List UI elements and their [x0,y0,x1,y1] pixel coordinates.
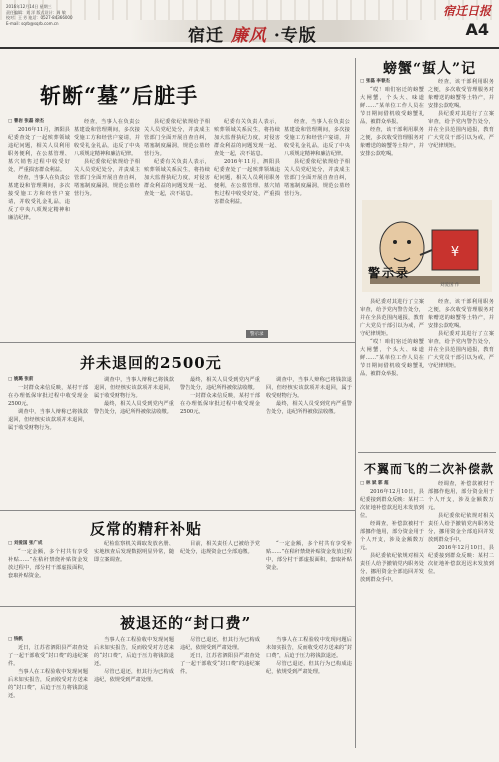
article-5-col-1 [8,636,88,756]
headline-article-5: 被退还的“封口费” [120,614,252,632]
meta-line: 校对：王 芳 电话：0527-84366000 [6,15,73,20]
article-5-paragraph: 当事人在工程验收中发现问题后未如实报告，反而收受对方送来的“封口费”，后迫于压力将钱款退还。 [266,637,352,659]
article-2-paragraph: 县纪委对其进行了立案审查，给予党内警告处分，并在全县范围内通报，教育广大党员干部引以为戒，严守纪律规矩。 [360,299,424,337]
article-3-paragraph: 最终，相关人员受到党内严重警告处分，违纪所得被依法收缴。 [266,401,352,415]
section-title-suffix: ·专版 [273,26,317,46]
article-5-paragraph: 当事人在工程验收中发现问题后未如实报告，反而收受对方送来的“封口费”，后迫于压力将钱款退还。 [8,669,88,699]
newspaper-logo: 宿迁日报 [442,4,491,18]
section-divider [0,510,355,511]
article-2-paragraph: “哎！咱们宿迁的螃蟹大闸蟹，个头大、味道鲜……”某单位工作人员在节日期间借机收受螃蟹礼品，被群众举报。 [360,87,424,125]
svg-text:¥: ¥ [450,245,460,260]
article-6-byline: □ 林 斌 郭 超 [360,481,389,486]
header-meta [6,4,126,26]
cartoon-caption: 警示录 [368,266,411,280]
article-1-byline: □ 曹岩 张磊 徐杰 [8,119,44,124]
article-4-paragraph: 目前，相关责任人已被给予党纪处分，违规资金已全部追缴。 [180,541,260,555]
article-4-col-1 [8,540,88,602]
meta-line: 2016年12月14日 星期三 [6,4,52,9]
section-title-city: 宿迁 [188,26,224,46]
article-4-col-3 [180,540,260,602]
article-1-col-4 [214,118,280,338]
article-1-col-2 [74,118,140,338]
article-1-col-5 [284,118,350,338]
section-divider [0,342,355,343]
article-4-col-4 [266,540,352,602]
article-5-paragraph: 近日，江苏省泗阳县严肃查处了一起干部收受“封口费”的违纪案件。 [8,645,88,667]
headline-article-4: 反常的精秆补贴 [90,520,203,538]
article-3-paragraph: 最终，相关人员受到党内严重警告处分，违纪所得被依法收缴。 [180,377,260,391]
article-2-byline: □ 张磊 李春杰 [360,79,390,84]
cartoon-credit: 刘爱国 作 [440,283,460,288]
article-2-paragraph: “哎！咱们宿迁的螃蟹大闸蟹，个头大、味道鲜……”某单位工作人员在节日期间借机收受螃蟹礼品，被群众举报。 [360,339,424,377]
section-title [188,21,317,46]
article-2-col-3 [360,298,424,448]
article-3-col-2 [94,376,174,506]
article-6-paragraph: 经调查，补偿款被村干部挪作他用，部分资金用于个人开支，涉及金额数万元。 [360,521,424,551]
headline-article-2: 螃蟹“蜇人”记 [383,61,477,77]
article-3-col-1 [8,376,88,506]
headline-article-3: 并未退回的2500元 [80,354,222,372]
headline-article-1: 斩断“墓”后脏手 [40,83,199,108]
article-2-paragraph: 经查，该干部利用职务之便，多次收受管理服务对象赠送的螃蟹等土特产，并安排公款吃喝。 [360,127,424,157]
article-2-col-4 [428,298,494,448]
article-5-paragraph: 当事人在工程验收中发现问题后未如实报告，反而收受对方送来的“封口费”，后迫于压力将钱款退还。 [94,637,174,667]
article-1-paragraph: 县纪委依纪依规给予相关人员党纪处分，并责成主管部门全面开展自查自纠，堵塞制度漏洞，规范公墓经营行为。 [144,119,210,157]
section-divider [0,606,355,607]
article-1-paragraph: 经查，当事人在负责公墓建设和管理期间，多次接受施工方和经营户宴请，并收受礼金礼品，违反了中央八项规定精神和廉洁纪律。 [74,119,140,157]
column-divider [355,58,356,748]
meta-line: E-mail: sqrb@sqrb.com.cn [6,20,59,26]
article-6-paragraph: 2016年12月10日，县纪委接到群众反映：某村二次征地补偿款迟迟未发放到位。 [360,489,424,519]
article-3-paragraph: 一封群众来信反映，某村干部在办理低保审批过程中收受现金2500元。 [8,385,88,407]
article-2-paragraph: 经查，该干部利用职务之便，多次收受管理服务对象赠送的螃蟹等土特产，并安排公款吃喝。 [428,79,494,109]
article-4-paragraph: “一定金额，多个村共有享受补贴……”在秸秆禁烧补贴资金发放过程中，部分村干部虚报面积，套取补贴资金。 [8,549,88,579]
article-6-paragraph: 县纪委依纪依规对相关责任人给予撤销党内职务处分，挪用资金全部追回并发放到群众手中。 [428,513,494,543]
article-1-paragraph: 2016年11月，泗阳县纪委查处了一起殡葬领域违纪问题，相关人员利用职务便利，在公墓管理、墓穴销售过程中收受好处，严重损害群众利益。 [214,159,280,205]
article-3-col-3 [180,376,260,506]
article-5-paragraph: 近日，江苏省泗阳县严肃查处了一起干部收受“封口费”的违纪案件。 [180,653,260,675]
article-4-byline: □ 刘爱国 张广成 [8,541,43,546]
article-5-col-2 [94,636,174,756]
section-divider [358,452,496,453]
article-5-paragraph: 尽管已退还，但其行为已构成违纪，依规受到严肃处理。 [180,637,260,651]
article-6-paragraph: 经调查，补偿款被村干部挪作他用，部分资金用于个人开支，涉及金额数万元。 [428,481,494,511]
article-1-paragraph: 县纪委依纪依规给予相关人员党纪处分，并责成主管部门全面开展自查自纠，堵塞制度漏洞，规范公墓经营行为。 [284,159,350,197]
article-2-paragraph: 经查，该干部利用职务之便，多次收受管理服务对象赠送的螃蟹等土特产，并安排公款吃喝。 [428,299,494,329]
article-1-paragraph: 2016年11月，泗阳县纪委查处了一起殡葬领域违纪问题，相关人员利用职务便利，在公墓管理、墓穴销售过程中收受好处，严重损害群众利益。 [8,127,70,173]
article-5-byline: □ 钱帆 [8,637,23,642]
article-3-paragraph: 调查中，当事人辩称已将钱款退回，但经核实该款项并未退回，属于收受财物行为。 [8,409,88,431]
article-5-paragraph: 尽管已退还，但其行为已构成违纪，依规受到严肃处理。 [266,661,352,675]
section-title-main: 廉风 [230,26,267,46]
article-1-paragraph: 纪委有关负责人表示，殡葬领域关系民生，将持续加大监督执纪力度，对侵害群众利益的问题发现一起、查处一起，决不姑息。 [144,159,210,197]
article-6-col-1 [360,480,424,756]
section-tag: 警示录 [246,330,268,338]
article-1-paragraph: 经查，当事人在负责公墓建设和管理期间，多次接受施工方和经营户宴请，并收受礼金礼品，违反了中央八项规定精神和廉洁纪律。 [8,175,70,221]
meta-line: 责任编辑：刘 洋 版式设计：周 敏 [6,9,66,15]
article-3-paragraph: 一封群众来信反映，某村干部在办理低保审批过程中收受现金2500元。 [180,393,260,415]
headline-article-6: 不翼而飞的二次补偿款 [364,462,495,476]
article-3-paragraph: 调查中，当事人辩称已将钱款退回，但经核实该款项并未退回，属于收受财物行为。 [266,377,352,399]
article-4-col-2 [94,540,174,602]
article-5-col-4 [266,636,352,756]
article-6-paragraph: 县纪委依纪依规对相关责任人给予撤销党内职务处分，挪用资金全部追回并发放到群众手中。 [360,553,424,583]
article-3-byline: □ 姚璐 张前 [8,377,34,382]
article-1-col-3 [144,118,210,338]
article-2-col-2 [428,78,494,198]
page-number: A4 [465,20,489,39]
article-3-paragraph: 调查中，当事人辩称已将钱款退回，但经核实该款项并未退回，属于收受财物行为。 [94,377,174,399]
article-4-paragraph: “一定金额，多个村共有享受补贴……”在秸秆禁烧补贴资金发放过程中，部分村干部虚报面积，套取补贴资金。 [266,541,352,571]
article-1-paragraph: 纪委有关负责人表示，殡葬领域关系民生，将持续加大监督执纪力度，对侵害群众利益的问题发现一起、查处一起，决不姑息。 [214,119,280,157]
article-2-col-1 [360,78,424,198]
article-1-paragraph: 经查，当事人在负责公墓建设和管理期间，多次接受施工方和经营户宴请，并收受礼金礼品，违反了中央八项规定精神和廉洁纪律。 [284,119,350,157]
article-6-paragraph: 2016年12月10日，县纪委接到群众反映：某村二次征地补偿款迟迟未发放到位。 [428,545,494,575]
header-rule [0,47,499,49]
article-5-paragraph: 尽管已退还，但其行为已构成违纪，依规受到严肃处理。 [94,669,174,683]
article-2-paragraph: 县纪委对其进行了立案审查，给予党内警告处分，并在全县范围内通报，教育广大党员干部引以为戒，严守纪律规矩。 [428,111,494,149]
article-3-paragraph: 最终，相关人员受到党内严重警告处分，违纪所得被依法收缴。 [94,401,174,415]
article-2-paragraph: 县纪委对其进行了立案审查，给予党内警告处分，并在全县范围内通报，教育广大党员干部引以为戒，严守纪律规矩。 [428,331,494,369]
article-1-paragraph: 县纪委依纪依规给予相关人员党纪处分，并责成主管部门全面开展自查自纠，堵塞制度漏洞，规范公墓经营行为。 [74,159,140,197]
article-5-col-3 [180,636,260,756]
article-1-col-1 [8,118,70,338]
article-3-col-4 [266,376,352,506]
article-4-paragraph: 纪检监察机关调取发放名册、实地核查后发现数据明显异常，随即立案调查。 [94,541,174,563]
article-6-col-2 [428,480,494,756]
page-header [0,0,499,50]
